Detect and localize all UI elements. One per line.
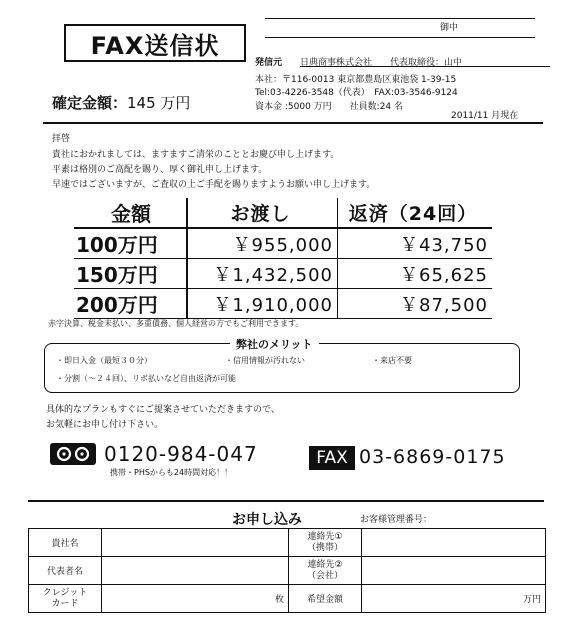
contact-mobile-label: 連絡先① （携帯） (289, 529, 362, 557)
company-name-label: 貴社名 (29, 529, 102, 557)
contact-company-label: 連絡先② （会社） (289, 557, 362, 585)
greeting-line: 貴社におかれましては、ますますご清栄のこととお慶び申し上げます。 (52, 150, 340, 160)
phone-number: 0120-984-047 (104, 442, 258, 466)
amount-value: 145 万円 (127, 94, 191, 112)
fax-title: FAX送信状 (64, 24, 246, 62)
merit-item: ・分割（～２４回）、リボ払いなど自由返済が可能 (56, 374, 236, 383)
contact-company-field[interactable] (362, 557, 546, 585)
rate-payout: ￥1,910,000 (187, 289, 338, 319)
sender-divider (300, 66, 550, 67)
representative-field[interactable] (102, 557, 289, 585)
rate-row (74, 289, 492, 319)
application-divider (28, 500, 544, 502)
merits-title: 弊社のメリット (230, 336, 319, 352)
header-divider (43, 122, 543, 124)
merit-item: ・即日入金（最短３０分） (56, 356, 152, 365)
application-form (28, 528, 546, 613)
rate-table (74, 198, 492, 319)
recipient-line-2 (265, 37, 535, 38)
rate-repayment: ￥43,750 (338, 228, 493, 259)
rate-amount: 150万円 (74, 259, 187, 289)
company-name-field[interactable] (102, 529, 289, 557)
greeting-line: 拝啓 (52, 134, 71, 144)
rate-amount: 100万円 (74, 228, 187, 259)
free-dial-icon (50, 443, 96, 465)
recipient-suffix: 御中 (440, 23, 459, 33)
fax-number: 03-6869-0175 (359, 446, 506, 468)
sender-capital: 資本金 :5000 万円 社員数:24 名 (255, 102, 404, 112)
merit-item: ・来店不要 (372, 356, 412, 365)
phone-note: 携帯・PHSからも24時間対応！！ (110, 468, 233, 477)
rate-header: 返済（24回） (338, 198, 493, 228)
desired-amount-label: 希望金額 (289, 585, 362, 613)
contact-mobile-field[interactable] (362, 529, 546, 557)
application-title: お申し込み (232, 512, 302, 528)
rate-header: 金額 (74, 198, 187, 228)
sender-tel-fax: Tel:03-4226-3548（代表） FAX:03-3546-9124 (255, 88, 458, 98)
representative-label: 代表者名 (29, 557, 102, 585)
sender-address: 本社：〒116-0013 東京都豊島区東池袋 1-39-15 (255, 75, 457, 85)
customer-number-label: お客様管理番号： (360, 515, 433, 525)
form-row (29, 529, 546, 557)
form-row (29, 557, 546, 585)
rate-repayment: ￥87,500 (338, 289, 493, 319)
desired-amount-field[interactable] (362, 585, 546, 613)
as-of-date: 2011/11 月現在 (451, 111, 519, 121)
fax-badge: FAX (309, 446, 355, 470)
credit-card-label: クレジット カード (29, 585, 102, 613)
confirmed-amount (52, 92, 190, 113)
eligibility-note: 赤字決算、税金未払い、多重債務、個人経営の方でもご利用できます。 (48, 319, 304, 328)
rate-amount: 200万円 (74, 289, 187, 319)
rate-payout: ￥1,432,500 (187, 259, 338, 289)
rate-payout: ￥955,000 (187, 228, 338, 259)
rate-header-row (74, 198, 492, 228)
merit-item: ・信用情報が汚れない (225, 356, 305, 365)
closing-line: お気軽にお申し付け下さい。 (46, 420, 164, 430)
greeting-line: 早速ではございますが、ご査収の上ご手配を賜りますようお願い申し上げます。 (52, 180, 376, 190)
greeting-line: 平素は格別のご高配を賜り、厚く御礼申し上げます。 (52, 165, 268, 175)
amount-label: 確定金額： (52, 94, 128, 112)
rate-repayment: ￥65,625 (338, 259, 493, 289)
form-row (29, 585, 546, 613)
sender-label: 発信元 (255, 58, 283, 68)
rate-header: お渡し (187, 198, 338, 228)
desired-amount-unit: 万円 (522, 595, 541, 605)
recipient-line (265, 18, 535, 19)
credit-card-field[interactable] (102, 585, 289, 613)
sender-company: 日典商事株式会社 代表取締役：山中 (300, 58, 463, 68)
credit-card-unit: 枚 (274, 595, 284, 605)
rate-row (74, 259, 492, 289)
closing-line: 具体的なプランもすぐにご提案させていただきますので、 (46, 405, 280, 415)
rate-row (74, 228, 492, 259)
